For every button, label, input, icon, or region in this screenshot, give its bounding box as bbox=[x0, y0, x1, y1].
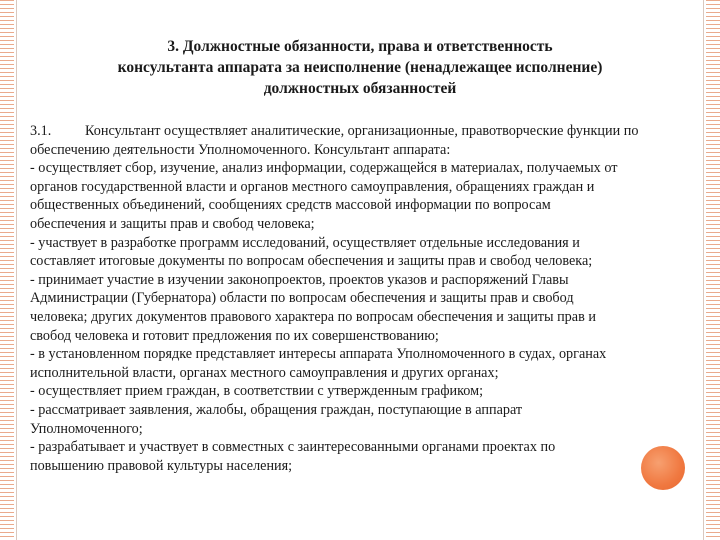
body-first-text: Консультант осуществляет аналитические, организационные, правотворческие функции по bbox=[85, 123, 639, 139]
body-line: - разрабатывает и участвует в совместных с заинтересованными органами проектах по bbox=[30, 439, 556, 456]
body-line: составляет итоговые документы по вопросам обеспечения и защиты прав и свобод человека; bbox=[30, 253, 593, 270]
body-line: органов государственной власти и органов местного самоуправления, обращениях граждан и bbox=[30, 178, 595, 195]
body-line: - в установленном порядке представляет интересы аппарата Уполномоченного в судах, органах bbox=[30, 346, 607, 363]
title-line-1: 3. Должностные обязанности, права и ответственность bbox=[167, 38, 553, 55]
slide-body bbox=[30, 122, 710, 475]
body-line: - участвует в разработке программ исследований, осуществляет отдельные исследования и bbox=[30, 234, 580, 251]
body-line: - осуществляет сбор, изучение, анализ информации, содержащейся в материалах, получаемых от bbox=[30, 160, 618, 177]
body-line: исполнительной власти, органах местного самоуправления и других органах; bbox=[30, 364, 499, 381]
body-line: обеспечению деятельности Уполномоченного. Консультант аппарата: bbox=[30, 141, 451, 158]
body-line: Уполномоченного; bbox=[30, 420, 143, 437]
slide-title bbox=[40, 36, 680, 99]
body-line: - рассматривает заявления, жалобы, обращения граждан, поступающие в аппарат bbox=[30, 401, 523, 418]
body-line: свобод человека и готовит предложения по их совершенствованию; bbox=[30, 327, 439, 344]
left-frame-line bbox=[16, 0, 17, 540]
body-line: повышению правовой культуры населения; bbox=[30, 457, 293, 474]
body-line: Администрации (Губернатора) области по вопросам обеспечения и защиты прав и свобод bbox=[30, 290, 574, 307]
body-line: общественных объединений, сообщениях средств массовой информации по вопросам bbox=[30, 197, 551, 214]
left-decorative-border bbox=[0, 0, 14, 540]
section-number: 3.1. bbox=[30, 123, 52, 139]
body-line: - принимает участие в изучении законопроектов, проектов указов и распоряжений Главы bbox=[30, 271, 569, 288]
body-line: обеспечения и защиты прав и свобод человека; bbox=[30, 215, 315, 232]
body-line-first bbox=[30, 122, 710, 141]
body-line: - осуществляет прием граждан, в соответствии с утвержденным графиком; bbox=[30, 383, 484, 400]
title-line-2: консультанта аппарата за неисполнение (ненадлежащее исполнение) bbox=[117, 59, 603, 76]
title-line-3: должностных обязанностей bbox=[263, 80, 457, 97]
orange-circle-decoration bbox=[641, 446, 685, 490]
body-line: человека; других документов правового характера по вопросам обеспечения и защиты прав и bbox=[30, 308, 596, 325]
